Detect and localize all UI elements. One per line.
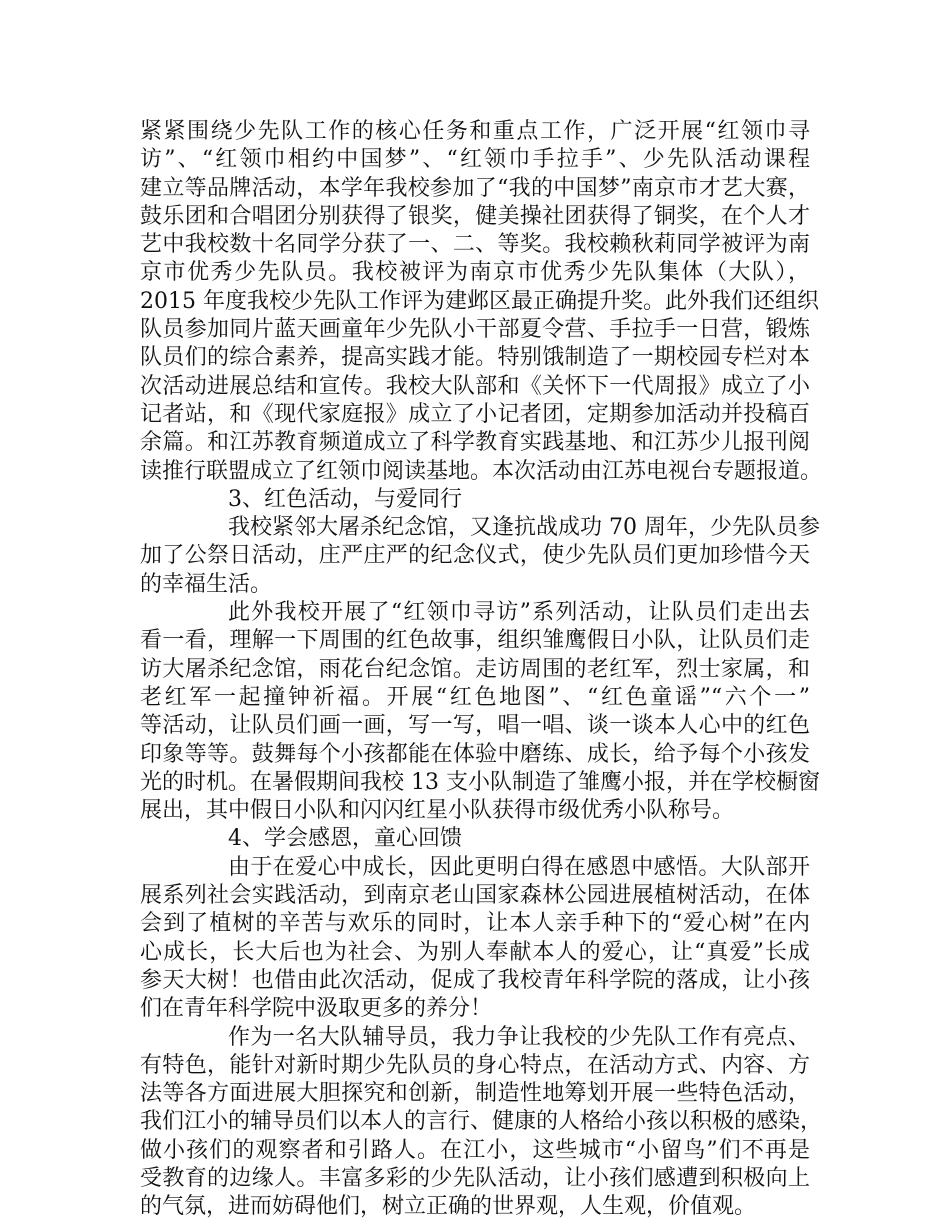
text-line: 展系列社会实践活动，到南京老山国家森林公园进展植树活动，在体 bbox=[140, 883, 810, 909]
text-line: 光的时机。在暑假期间我校 13 支小队制造了雏鹰小报，并在学校橱窗 bbox=[140, 769, 820, 795]
text-line: 紧紧围绕少先队工作的核心任务和重点工作，广泛开展“红领巾寻 bbox=[140, 119, 810, 144]
closing-paragraph bbox=[140, 1024, 823, 1222]
text-line: 我们江小的辅导员们以本人的言行、健康的人格给小孩以积极的感染， bbox=[140, 1109, 823, 1135]
section-3-paragraph-1 bbox=[140, 514, 820, 599]
text-line: 展出，其中假日小队和闪闪红星小队获得市级优秀小队称号。 bbox=[140, 798, 735, 824]
section-heading-4: 4、学会感恩，童心回馈 bbox=[228, 826, 462, 852]
text-line: 队员参加同片蓝天画童年少先队小干部夏令营、手拉手一日营，锻炼 bbox=[140, 317, 810, 343]
text-line: 我校紧邻大屠杀纪念馆，又逢抗战成功 70 周年，少先队员参 bbox=[228, 515, 820, 541]
text-line: 参天大树！也借由此次活动，促成了我校青年科学院的落成，让小孩 bbox=[140, 967, 810, 993]
text-line: 会到了植树的辛苦与欢乐的同时，让本人亲手种下的“爱心树”在内 bbox=[140, 911, 810, 937]
text-line: 由于在爱心中成长，因此更明白得在感恩中感悟。大队部开 bbox=[228, 854, 810, 880]
text-line: 的幸福生活。 bbox=[140, 571, 273, 597]
section-4-paragraph bbox=[140, 854, 810, 1024]
text-line: 京市优秀少先队员。我校被评为南京市优秀少先队集体（大队）， bbox=[140, 260, 810, 286]
text-line: 等活动，让队员们画一画，写一写，唱一唱、谈一谈本人心中的红色 bbox=[140, 713, 810, 739]
text-line: 老红军一起撞钟祈福。开展“红色地图”、“红色童谣”“六个一” bbox=[140, 684, 810, 710]
text-line: 看一看，理解一下周围的红色故事，组织雏鹰假日小队，让队员们走 bbox=[140, 628, 810, 654]
section-3-paragraph-2 bbox=[140, 599, 820, 825]
text-line: 次活动进展总结和宣传。我校大队部和《关怀下一代周报》成立了小 bbox=[140, 373, 810, 399]
text-line: 2015 年度我校少先队工作评为建邺区最正确提升奖。此外我们还组织 bbox=[140, 288, 819, 314]
text-line: 的气氛，进而妨碍他们，树立正确的世界观，人生观，价值观。 bbox=[140, 1194, 757, 1220]
text-line: 加了公祭日活动，庄严庄严的纪念仪式，使少先队员们更加珍惜今天 bbox=[140, 543, 810, 569]
text-line: 余篇。和江苏教育频道成立了科学教育实践基地、和江苏少儿报刊阅 bbox=[140, 430, 810, 456]
section-heading-3: 3、红色活动，与爱同行 bbox=[228, 486, 462, 512]
text-line: 有特色，能针对新时期少先队员的身心特点，在活动方式、内容、方 bbox=[140, 1052, 810, 1078]
text-line: 访大屠杀纪念馆，雨花台纪念馆。走访周围的老红军，烈士家属，和 bbox=[140, 656, 810, 682]
text-line: 此外我校开展了“红领巾寻访”系列活动，让队员们走出去 bbox=[228, 600, 810, 626]
text-line: 鼓乐团和合唱团分别获得了银奖，健美操社团获得了铜奖，在个人才 bbox=[140, 203, 810, 229]
text-line: 访”、“红领巾相约中国梦”、“红领巾手拉手”、少先队活动课程 bbox=[140, 147, 810, 173]
text-line: 心成长，长大后也为社会、为别人奉献本人的爱心，让“真爱”长成 bbox=[140, 939, 810, 965]
text-line: 读推行联盟成立了红领巾阅读基地。本次活动由江苏电视台专题报道。 bbox=[140, 458, 823, 484]
text-line: 队员们的综合素养，提高实践才能。特别饿制造了一期校园专栏对本 bbox=[140, 345, 810, 371]
text-line: 艺中我校数十名同学分获了一、二、等奖。我校赖秋莉同学被评为南 bbox=[140, 232, 810, 258]
text-line: 们在青年科学院中汲取更多的养分！ bbox=[140, 996, 493, 1022]
text-line: 受教育的边缘人。丰富多彩的少先队活动，让小孩们感遭到积极向上 bbox=[140, 1165, 810, 1191]
text-line: 印象等等。鼓舞每个小孩都能在体验中磨练、成长，给予每个小孩发 bbox=[140, 741, 810, 767]
text-line: 作为一名大队辅导员，我力争让我校的少先队工作有亮点、 bbox=[228, 1024, 810, 1050]
text-line: 法等各方面进展大胆探究和创新，制造性地筹划开展一些特色活动， bbox=[140, 1081, 810, 1107]
text-line: 做小孩们的观察者和引路人。在江小，这些城市“小留鸟”们不再是 bbox=[140, 1137, 810, 1163]
text-line: 记者站，和《现代家庭报》成立了小记者团，定期参加活动并投稿百 bbox=[140, 401, 810, 427]
text-line: 建立等品牌活动，本学年我校参加了“我的中国梦”南京市才艺大赛， bbox=[140, 175, 810, 201]
intro-paragraph bbox=[140, 118, 823, 486]
document-page bbox=[140, 118, 823, 1222]
